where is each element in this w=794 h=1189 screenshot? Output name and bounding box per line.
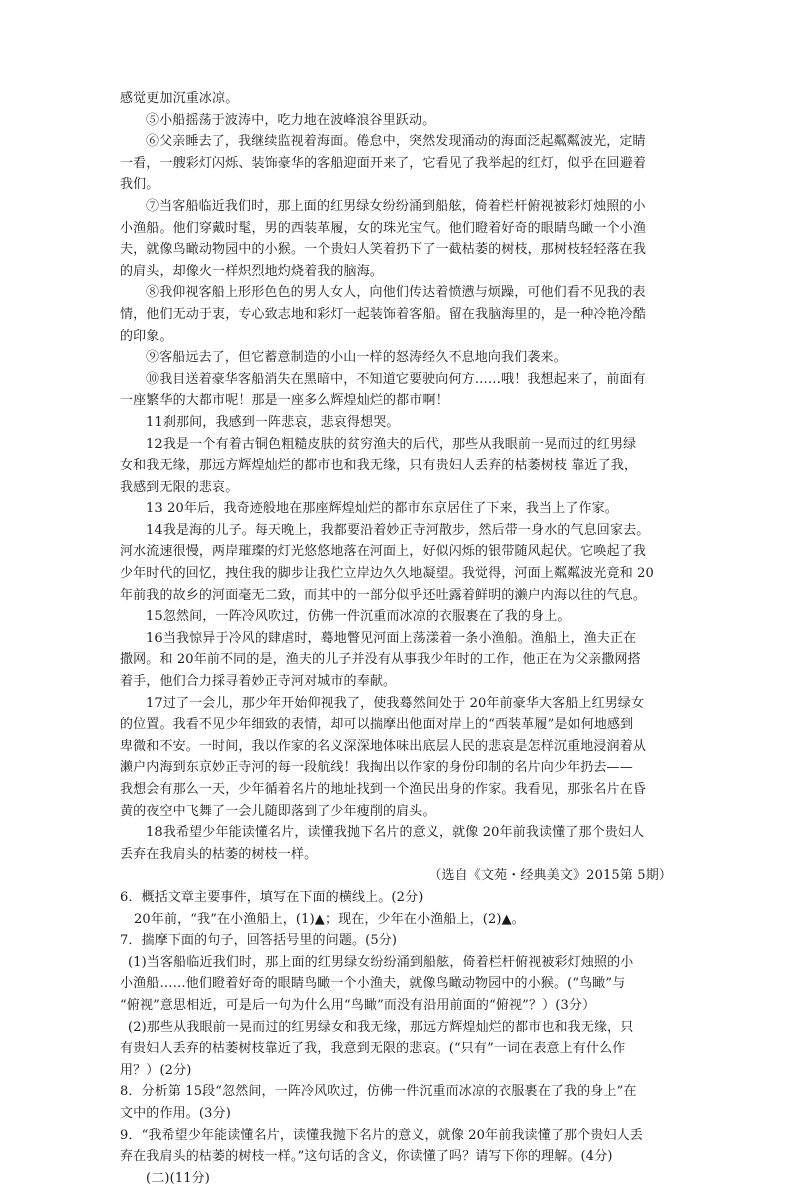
text-line: ⑥父亲睡去了，我继续监视着海面。倦怠中，突然发现涌动的海面泛起粼粼波光，定睛 bbox=[146, 134, 646, 150]
text-line: 用？）(2分) bbox=[120, 1062, 192, 1078]
text-line: 6．概括文章主要事件，填写在下面的横线上。(2分) bbox=[120, 889, 424, 905]
text-line: ⑩我目送着豪华客船消失在黑暗中，不知道它要驶向何方……哦！我想起来了，前面有 bbox=[146, 371, 646, 387]
text-line: (1)当客船临近我们时，那上面的红男绿女纷纷涌到船舷，倚着栏杆俯视被彩灯烛照的小 bbox=[128, 954, 634, 970]
text-line: 的肩头，却像火一样炽烈地灼烧着我的脑海。 bbox=[120, 263, 384, 279]
text-line: ⑦当客船临近我们时，那上面的红男绿女纷纷涌到船舷，倚着栏杆俯视被彩灯烛照的小 bbox=[146, 198, 646, 214]
text-line: 的印象。 bbox=[120, 328, 173, 344]
text-line: 弃在我肩头的枯萎的树枝一样。”这句话的含义，你读懂了吗？请写下你的理解。(4分) bbox=[120, 1149, 613, 1165]
text-line: 丢弃在我肩头的枯萎的树枝一样。 bbox=[120, 846, 318, 862]
text-line: 女和我无缘，那远方辉煌灿烂的都市也和我无缘，只有贵妇人丢弃的枯萎树枝 靠近了我， bbox=[120, 458, 638, 474]
text-line: ⑨客船远去了，但它蓄意制造的小山一样的怒涛经久不息地向我们袭来。 bbox=[146, 350, 567, 366]
text-line: 7．揣摩下面的句子，回答括号里的问题。(5分) bbox=[120, 933, 398, 949]
text-line: ⑧我仰视客船上形形色色的男人女人，向他们传达着愤懑与烦躁，可他们看不见我的表 bbox=[146, 285, 646, 301]
text-line: 的位置。我看不见少年细致的表情，却可以揣摩出他面对岸上的“西装革履”是如何地感到 bbox=[120, 717, 634, 733]
text-line: 我感到无限的悲哀。 bbox=[120, 479, 239, 495]
text-line: 一座繁华的大都市呢！那是一座多么辉煌灿烂的都市啊！ bbox=[120, 393, 449, 409]
document-page bbox=[120, 88, 676, 1189]
text-line: 14我是海的儿子。每天晚上，我都要沿着妙正寺河散步，然后带一身水的气息回家去。 bbox=[146, 522, 650, 538]
text-line: 文中的作用。(3分) bbox=[120, 1105, 231, 1121]
text-line: 12我是一个有着古铜色粗糙皮肤的贫穷渔夫的后代，那些从我眼前一晃而过的红男绿 bbox=[146, 436, 637, 452]
text-line: 11刹那间，我感到一阵悲哀，悲哀得想哭。 bbox=[146, 414, 400, 430]
text-line: 河水流速很慢，两岸璀璨的灯光悠悠地落在河面上，好似闪烁的银带随风起伏。它唤起了我 bbox=[120, 544, 647, 560]
text-line: 9．“我希望少年能读懂名片，读懂我抛下名片的意义，就像 20年前我读懂了那个贵妇人丢 bbox=[120, 1127, 643, 1143]
text-line: 小渔船……他们瞪着好奇的眼睛鸟瞰一个小渔夫，就像鸟瞰动物园中的小猴。(“鸟瞰”与 bbox=[120, 976, 626, 992]
text-line: (2)那些从我眼前一晃而过的红男绿女和我无缘，那远方辉煌灿烂的都市也和我无缘，只 bbox=[128, 1019, 634, 1035]
text-line: (二)(11分) bbox=[146, 1170, 211, 1186]
text-line: 我想会有那么一天，少年循着名片的地址找到一个渔民出身的作家。我看见，那张名片在昏 bbox=[120, 782, 647, 797]
text-line: 小渔船。他们穿戴时髦，男的西装革履，女的珠光宝气。他们瞪着好奇的眼睛鸟瞰一个小渔 bbox=[120, 220, 647, 236]
text-line: 濑户内海到东京妙正寺河的每一段航线！我掏出以作家的身份印制的名片向少年扔去—— bbox=[120, 760, 633, 776]
text-line: 20年前，“我”在小渔船上，(1)▲；现在，少年在小渔船上，(2)▲。 bbox=[134, 911, 525, 927]
text-line: 我们。 bbox=[120, 177, 160, 193]
text-line: “俯视”意思相近，可是后一句为什么用“鸟瞰”而没有沿用前面的“俯视”？）(3分） bbox=[120, 997, 596, 1013]
text-line: ⑤小船摇荡于波涛中，吃力地在波峰浪谷里跃动。 bbox=[146, 112, 436, 128]
text-line: 15忽然间，一阵冷风吹过，仿佛一件沉重而冰凉的衣服裹在了我的身上。 bbox=[146, 609, 571, 625]
text-line: 有贵妇人丢弃的枯萎树枝靠近了我，我意到无限的悲哀。(“只有”一词在表意上有什么作 bbox=[120, 1041, 626, 1057]
text-line: 感觉更加沉重冰凉。 bbox=[120, 91, 239, 106]
text-line: 少年时代的回忆，拽住我的脚步让我伫立岸边久久地凝望。我觉得，河面上粼粼波光竟和 20 bbox=[120, 566, 654, 582]
text-line: 卑微和不安。一时间，我以作家的名义深深地体味出底层人民的悲哀是怎样沉重地浸润着从 bbox=[120, 738, 647, 754]
text-line: 13 20年后，我奇迹般地在那座辉煌灿烂的都市东京居住了下来，我当上了作家。 bbox=[146, 501, 618, 517]
text-line: 着手，他们合力採寻着妙正寺河对城市的奉献。 bbox=[120, 674, 397, 690]
text-line: 情，他们无动于衷，专心致志地和彩灯一起装饰着客船。留在我脑海里的，是一种冷艳冷酷 bbox=[120, 306, 647, 322]
text-line: 黄的夜空中飞舞了一会儿随即落到了少年瘦削的肩头。 bbox=[120, 803, 436, 819]
text-line: 年前我的故乡的河面毫无二致，而其中的一部分似乎还吐露着鲜明的濑户内海以往的气息。 bbox=[120, 587, 647, 603]
text-line: 18我希望少年能读懂名片，读懂我抛下名片的意义，就像 20年前我读懂了那个贵妇人 bbox=[146, 825, 645, 841]
text-line: 夫，就像鸟瞰动物园中的小猴。一个贵妇人笑着扔下了一截枯萎的树枝，那树枝轻轻落在我 bbox=[120, 242, 647, 258]
text-line: （选自《文苑・经典美文》2015第 5期） bbox=[428, 868, 672, 884]
text-line: 撒网。和 20年前不同的是，渔夫的儿子并没有从事我少年时的工作，他正在为父亲撒网搭 bbox=[120, 652, 641, 668]
text-line: 一看，一艘彩灯闪烁、装饰豪华的客船迎面开来了，它看见了我举起的红灯，似乎在回避着 bbox=[120, 155, 647, 171]
text-line: 16当我惊异于冷风的肆虐时，蓦地瞥见河面上荡漾着一条小渔船。渔船上，渔夫正在 bbox=[146, 630, 637, 646]
text-line: 8．分析第 15段“忽然间，一阵冷风吹过，仿佛一件沉重而冰凉的衣服裹在了我的身上”在 bbox=[120, 1084, 637, 1100]
text-line: 17过了一会儿，那少年开始仰视我了，使我蓦然间处于 20年前豪华大客船上红男绿女 bbox=[146, 695, 645, 711]
